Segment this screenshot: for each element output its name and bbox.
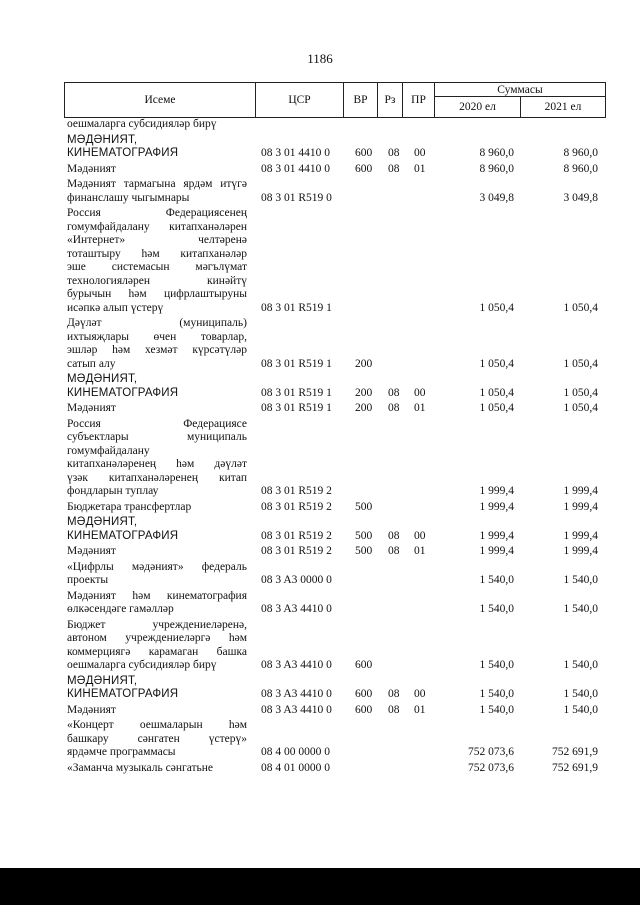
row-sum-2021: 1 050,4	[563, 402, 598, 414]
header-sums: Суммасы	[434, 82, 606, 97]
row-name-line: Бюджетара трансфертлар	[67, 500, 192, 513]
row-name-line: МӘДӘНИЯТ,	[67, 373, 138, 385]
row-vr: 600	[355, 703, 373, 716]
row-sum-2021: 1 540,0	[563, 659, 598, 671]
row-sum-2020: 8 960,0	[479, 147, 514, 159]
row-vr: 600	[355, 688, 373, 700]
row-sum-2021: 8 960,0	[563, 162, 598, 175]
row-pr: 00	[414, 147, 426, 159]
row-name-line: Дәүләт (муниципаль)	[67, 317, 247, 329]
row-name-line: «Интернет» челтәренә	[67, 234, 247, 246]
row-rz: 08	[388, 529, 400, 542]
row-name	[67, 134, 247, 161]
row-name-line: оешмаларга субсидияләр бирү	[67, 118, 217, 130]
row-name-line: КИНЕМАТОГРАФИЯ	[67, 688, 179, 700]
row-name	[67, 418, 247, 499]
row-name-line: фондларын туплау	[67, 485, 159, 497]
row-name	[67, 719, 247, 760]
row-vr: 500	[355, 545, 373, 557]
table-row	[0, 561, 640, 590]
row-name	[67, 704, 247, 718]
row-sum-2021: 1 999,4	[563, 545, 598, 557]
header-rz: Рз	[377, 82, 403, 118]
row-sum-2021: 8 960,0	[563, 147, 598, 159]
row-sum-2020: 1 050,4	[479, 386, 514, 399]
row-sum-2020: 3 049,8	[479, 191, 514, 204]
table-row	[0, 516, 640, 545]
row-name	[67, 501, 247, 515]
row-sum-2020: 1 540,0	[479, 574, 514, 586]
row-rz: 08	[388, 162, 400, 175]
row-sum-2020: 1 050,4	[479, 301, 514, 314]
header-name: Исеме	[64, 82, 256, 118]
row-name-line: Мәдәният	[67, 402, 116, 414]
table-row	[0, 619, 640, 675]
row-sum-2020: 752 073,6	[468, 761, 514, 774]
page-number: 1186	[307, 51, 333, 66]
row-pr: 01	[414, 402, 426, 414]
row-vr: 600	[355, 147, 373, 159]
row-name-line: субъектлары муниципаль	[67, 431, 247, 443]
row-sum-2021: 752 691,9	[552, 746, 598, 758]
row-sum-2020: 1 999,4	[479, 529, 514, 542]
row-name	[67, 317, 247, 371]
row-name-line: Россия Федерациясенең	[67, 207, 247, 219]
row-name	[67, 118, 247, 132]
table-row	[0, 590, 640, 619]
row-rz: 08	[388, 688, 400, 700]
row-name-line: КИНЕМАТОГРАФИЯ	[67, 529, 179, 542]
table-row	[0, 207, 640, 317]
row-name-line: «Цифрлы мәдәният» федераль	[67, 560, 247, 573]
row-name-line: ихтыяҗлары өчен товарлар,	[67, 330, 247, 343]
row-name	[67, 402, 247, 416]
row-csr: 08 3 A3 4410 0	[261, 659, 332, 671]
row-csr: 08 3 01 R519 2	[261, 485, 332, 497]
row-name	[67, 163, 247, 177]
table-row	[0, 675, 640, 704]
row-name-line: технологияләрен кинәйтү	[67, 274, 247, 287]
row-sum-2021: 1 050,4	[563, 386, 598, 399]
row-name-line: финанслашу чыгымнары	[67, 191, 190, 204]
table-row	[0, 719, 640, 762]
row-pr: 01	[414, 703, 426, 716]
row-name-line: Мәдәният	[67, 162, 116, 175]
row-rz: 08	[388, 402, 400, 414]
table-header	[64, 82, 606, 118]
row-pr: 00	[414, 688, 426, 700]
table-body	[0, 118, 640, 777]
row-sum-2021: 1 050,4	[563, 301, 598, 314]
row-sum-2020: 1 540,0	[479, 688, 514, 700]
row-name-line: МӘДӘНИЯТ,	[67, 516, 138, 528]
row-pr: 00	[414, 386, 426, 399]
row-name-line: өлкәсендәге гамәлләр	[67, 603, 174, 615]
row-vr: 500	[355, 500, 373, 513]
row-name-line: гомумфайдалану китапханәләрен	[67, 220, 247, 233]
row-name-line: исәпкә алып үстерү	[67, 301, 164, 314]
row-name-line: эше системасын мәгълүмат	[67, 261, 247, 273]
row-csr: 08 3 01 R519 1	[261, 357, 332, 370]
row-sum-2021: 1 999,4	[563, 485, 598, 497]
table-row	[0, 373, 640, 402]
row-name-line: Мәдәният	[67, 545, 116, 557]
row-rz: 08	[388, 147, 400, 159]
row-sum-2020: 1 999,4	[479, 485, 514, 497]
row-name	[67, 207, 247, 315]
row-csr: 08 3 01 R519 2	[261, 529, 332, 542]
row-name-line: Мәдәният һәм кинематография	[67, 589, 247, 602]
row-name-line: Бюджет учреждениеләренә,	[67, 618, 247, 631]
row-csr: 08 3 A3 4410 0	[261, 603, 332, 615]
row-name	[67, 590, 247, 617]
row-sum-2020: 1 050,4	[479, 357, 514, 370]
row-name-line: МӘДӘНИЯТ,	[67, 674, 138, 687]
row-csr: 08 3 01 R519 2	[261, 500, 332, 513]
row-vr: 500	[355, 529, 373, 542]
row-sum-2021: 752 691,9	[552, 761, 598, 774]
row-csr: 08 3 01 R519 2	[261, 545, 332, 557]
row-name-line: Мәдәният	[67, 703, 116, 716]
row-name-line: «Концерт оешмаларын һәм	[67, 719, 247, 731]
row-name-line: КИНЕМАТОГРАФИЯ	[67, 147, 179, 159]
row-pr: 00	[414, 529, 426, 542]
row-name	[67, 373, 247, 400]
table-row	[0, 317, 640, 373]
header-2021: 2021 ел	[520, 96, 606, 118]
row-name	[67, 516, 247, 543]
row-csr: 08 3 A3 0000 0	[261, 574, 332, 586]
row-name-line: эшләр һәм хезмәт күрсәтүләр	[67, 344, 247, 356]
row-csr: 08 3 01 R519 1	[261, 402, 332, 414]
row-sum-2021: 1 540,0	[563, 703, 598, 716]
row-name-line: оешмаларга субсидияләр бирү	[67, 659, 217, 671]
row-vr: 600	[355, 659, 373, 671]
row-name	[67, 545, 247, 559]
table-row	[0, 545, 640, 561]
row-name-line: КИНЕМАТОГРАФИЯ	[67, 386, 179, 399]
row-name	[67, 178, 247, 205]
row-name-line: ярдәмче программасы	[67, 746, 176, 758]
row-sum-2021: 1 999,4	[563, 529, 598, 542]
row-name	[67, 619, 247, 673]
table-row	[0, 118, 640, 134]
row-name-line: сатып алу	[67, 357, 116, 370]
header-2020: 2020 ел	[434, 96, 521, 118]
row-sum-2021: 1 999,4	[563, 500, 598, 513]
row-name-line: проекты	[67, 574, 109, 586]
table-row	[0, 418, 640, 501]
row-name-line: коммерциягә карамаган башка	[67, 645, 247, 658]
table-row	[0, 134, 640, 163]
header-csr: ЦСР	[255, 82, 344, 118]
table-row	[0, 402, 640, 418]
row-sum-2020: 752 073,6	[468, 746, 514, 758]
row-pr: 01	[414, 545, 426, 557]
header-vr: ВР	[343, 82, 378, 118]
row-csr: 08 3 01 4410 0	[261, 147, 330, 159]
row-name-line: китапханәләренең һәм дәүләт	[67, 458, 247, 470]
row-rz: 08	[388, 386, 400, 399]
row-csr: 08 3 01 R519 1	[261, 301, 332, 314]
row-name-line: тоташтыру һәм китапханәләр	[67, 247, 247, 260]
row-csr: 08 3 A3 4410 0	[261, 688, 332, 700]
row-csr: 08 3 01 R519 0	[261, 191, 332, 204]
table-row	[0, 178, 640, 207]
scan-border	[0, 868, 640, 905]
row-sum-2020: 1 999,4	[479, 500, 514, 513]
row-name-line: гомумфайдалану	[67, 444, 150, 457]
row-csr: 08 3 A3 4410 0	[261, 703, 332, 716]
row-name-line: бурычын һәм цифрлаштыруны	[67, 288, 247, 300]
row-name-line: Россия Федерациясе	[67, 417, 247, 430]
row-rz: 08	[388, 703, 400, 716]
row-name	[67, 675, 247, 702]
row-csr: 08 3 01 R519 1	[261, 386, 332, 399]
row-vr: 200	[355, 402, 373, 414]
row-name-line: үзәк китапханәләренең китап	[67, 471, 247, 484]
header-pr: ПР	[402, 82, 435, 118]
table-row	[0, 163, 640, 179]
row-csr: 08 4 00 0000 0	[261, 746, 330, 758]
row-sum-2021: 3 049,8	[563, 191, 598, 204]
row-rz: 08	[388, 545, 400, 557]
row-name-line: МӘДӘНИЯТ,	[67, 133, 138, 146]
row-vr: 600	[355, 162, 373, 175]
row-sum-2020: 1 540,0	[479, 603, 514, 615]
row-sum-2021: 1 540,0	[563, 603, 598, 615]
row-pr: 01	[414, 162, 426, 175]
row-csr: 08 3 01 4410 0	[261, 162, 330, 175]
row-name	[67, 561, 247, 588]
table-row	[0, 501, 640, 517]
row-sum-2021: 1 540,0	[563, 688, 598, 700]
table-row	[0, 762, 640, 778]
row-name-line: Мәдәният тармагына ярдәм итүгә	[67, 178, 247, 190]
row-name-line: автоном учреждениеләргә һәм	[67, 632, 247, 644]
row-sum-2021: 1 540,0	[563, 574, 598, 586]
row-sum-2020: 1 540,0	[479, 659, 514, 671]
table-row	[0, 704, 640, 720]
row-csr: 08 4 01 0000 0	[261, 761, 330, 774]
row-name-line: «Заманча музыкаль сәнгатьне	[67, 761, 214, 774]
row-sum-2021: 1 050,4	[563, 357, 598, 370]
row-sum-2020: 1 050,4	[479, 402, 514, 414]
row-sum-2020: 1 540,0	[479, 703, 514, 716]
row-sum-2020: 8 960,0	[479, 162, 514, 175]
row-name-line: башкару сәнгатен үстерү»	[67, 732, 247, 745]
row-sum-2020: 1 999,4	[479, 545, 514, 557]
row-vr: 200	[355, 357, 373, 370]
row-name	[67, 762, 247, 776]
row-vr: 200	[355, 386, 373, 399]
